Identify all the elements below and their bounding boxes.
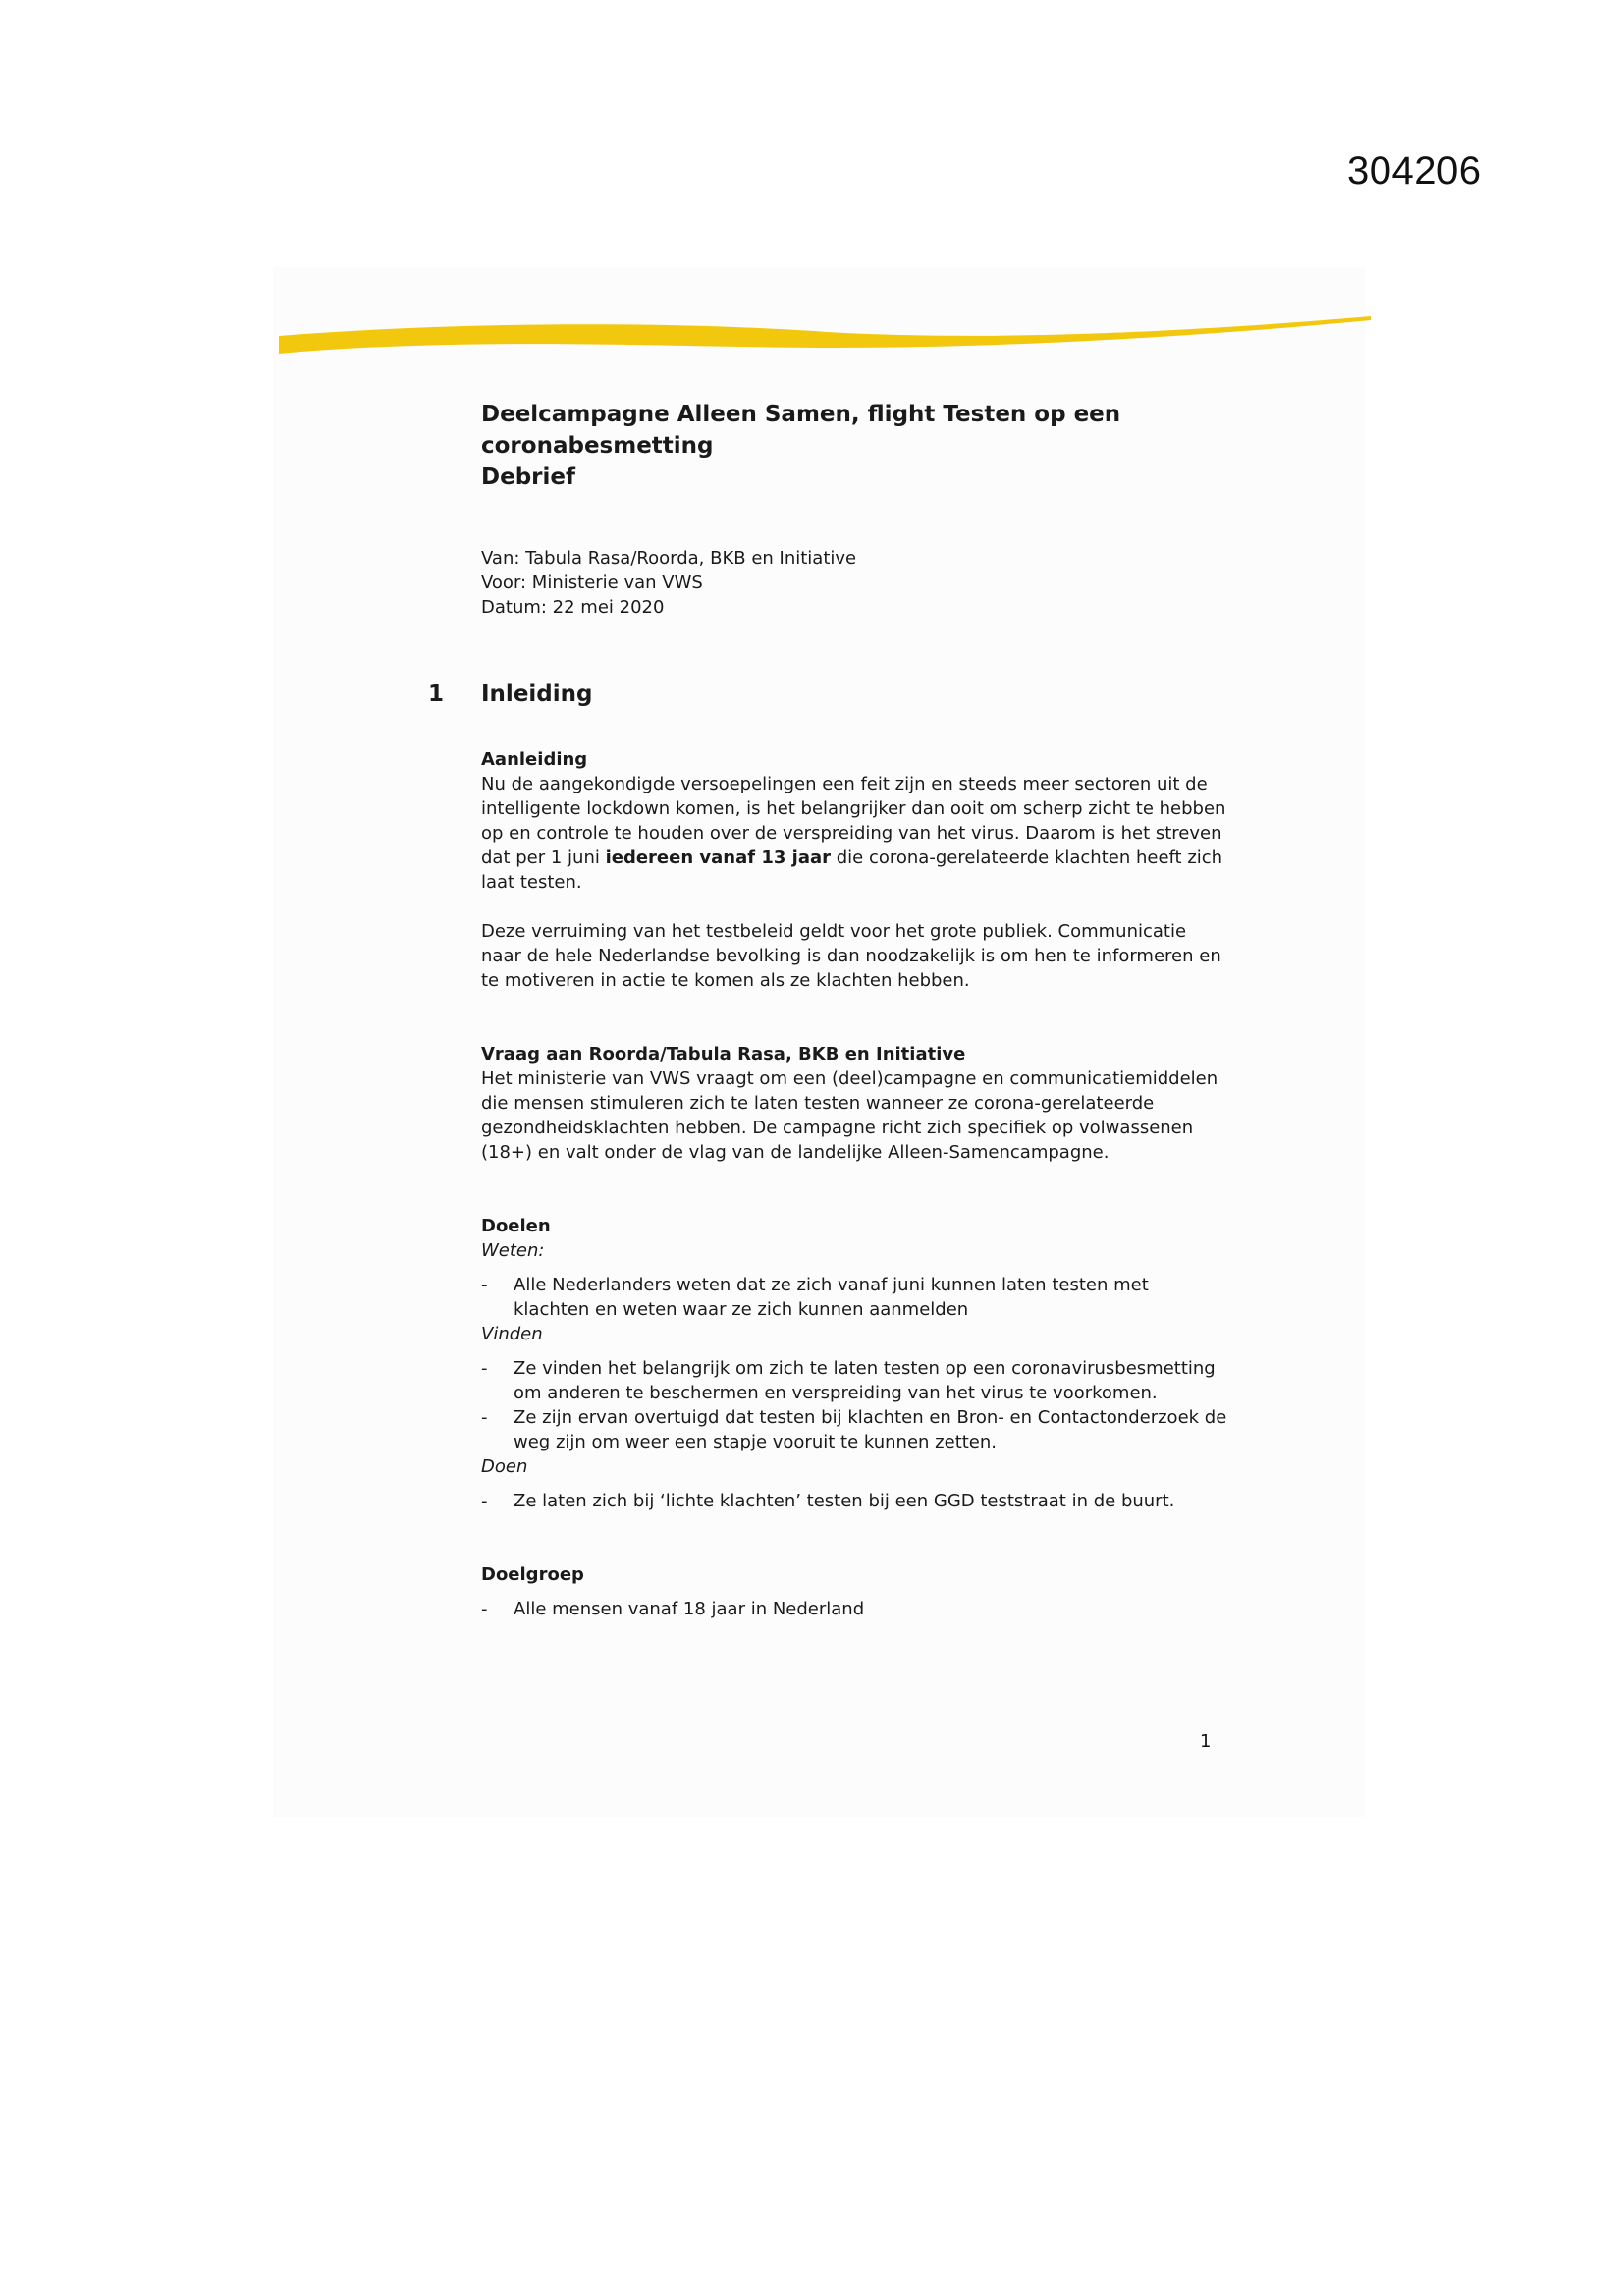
section-title: Inleiding <box>481 682 593 707</box>
weten-label: Weten: <box>481 1240 545 1261</box>
section-heading <box>428 679 1227 710</box>
doelen-heading: Doelen <box>481 1216 551 1236</box>
aanleiding-paragraph-1: Nu de aangekondigde versoepelingen een feit zijn en steeds meer sectoren uit de intelligente lockdown komen, is het belangrijker dan ooit om scherp zicht te hebben op en controle te houden over de verspreiding van het virus. Daarom is het streven dat per 1 juni iedereen vanaf 13 jaar die corona-gerelateerde klachten heeft zich laat testen. <box>481 774 1226 893</box>
list-item: - Ze zijn ervan overtuigd dat testen bij klachten en Bron- en Contactonderzoek de weg zijn om weer een stapje vooruit te kunnen zetten. <box>481 1407 1227 1452</box>
vraag-paragraph: Het ministerie van VWS vraagt om een (deel)campagne en communicatiemiddelen die mensen stimuleren zich te laten testen wanneer ze corona-gerelateerde gezondheidsklachten hebben. De campagne richt zich specifiek op volwassenen (18+) en valt onder de vlag van de landelijke Alleen-Samencampagne. <box>481 1068 1218 1163</box>
document-number: 304206 <box>1347 149 1482 192</box>
list-item: - Alle mensen vanaf 18 jaar in Nederland <box>481 1599 865 1619</box>
list-item: - Ze laten zich bij ‘lichte klachten’ testen bij een GGD teststraat in de buurt. <box>481 1491 1175 1511</box>
meta-van: Van: Tabula Rasa/Roorda, BKB en Initiative <box>481 548 857 569</box>
list-item: - Ze vinden het belangrijk om zich te laten testen op een coronavirusbesmetting om anderen te beschermen en verspreiding van het virus te voorkomen. <box>481 1358 1216 1403</box>
yellow-swoosh-logo <box>277 306 1373 361</box>
vinden-label: Vinden <box>481 1324 543 1344</box>
aanleiding-heading: Aanleiding <box>481 749 588 770</box>
meta-voor: Voor: Ministerie van VWS <box>481 573 703 593</box>
document-meta <box>481 546 1227 620</box>
doen-label: Doen <box>481 1456 528 1477</box>
vraag-heading: Vraag aan Roorda/Tabula Rasa, BKB en Initiative <box>481 1044 966 1065</box>
list-item: - Alle Nederlanders weten dat ze zich vanaf juni kunnen laten testen met klachten en weten waar ze zich kunnen aanmelden <box>481 1275 1149 1320</box>
meta-datum: Datum: 22 mei 2020 <box>481 597 665 618</box>
section-number: 1 <box>428 682 445 707</box>
page-number: 1 <box>1200 1731 1212 1752</box>
doelgroep-heading: Doelgroep <box>481 1564 584 1585</box>
document-body <box>428 399 1227 1621</box>
document-title: Deelcampagne Alleen Samen, flight Testen op een coronabesmetting Debrief <box>481 402 1121 490</box>
aanleiding-paragraph-2: Deze verruiming van het testbeleid geldt voor het grote publiek. Communicatie naar de hele Nederlandse bevolking is dan noodzakelijk is om hen te informeren en te motiveren in actie te komen als ze klachten hebben. <box>481 921 1221 991</box>
